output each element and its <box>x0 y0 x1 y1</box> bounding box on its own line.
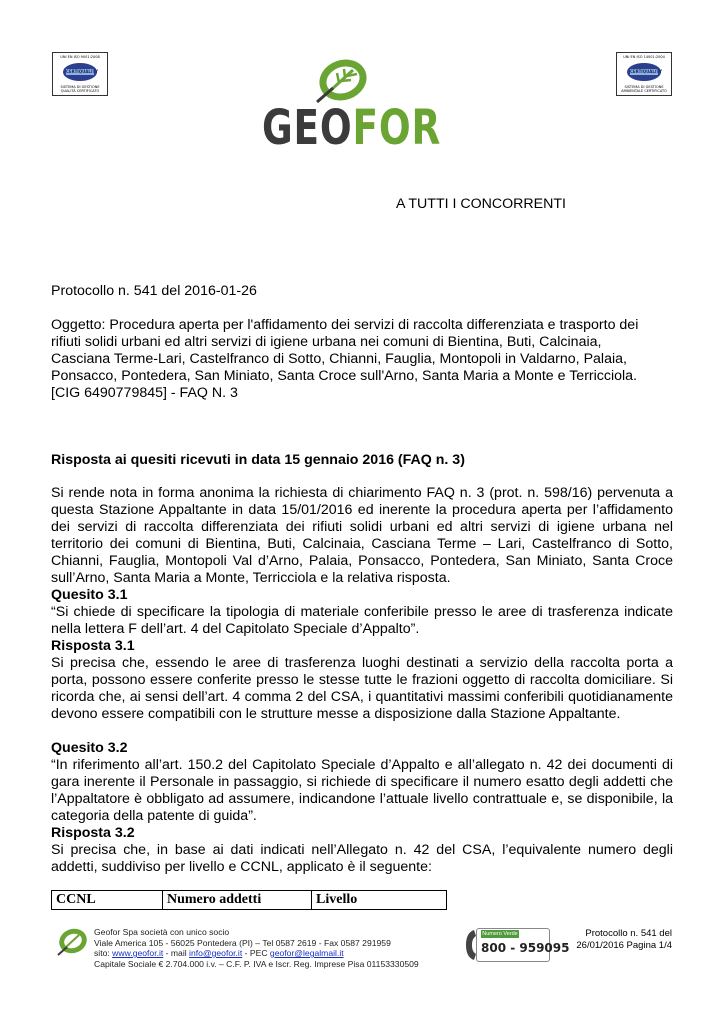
question-3-2-text: “In riferimento all’art. 150.2 del Capitolato Speciale d’Appalto e all’allegato n. 42 dei documenti di gara inerente il Personale in passaggio, si richiede di specificare il numero esatto degli addetti che l’Appaltatore è obbligato ad assumere, indicandone l’attuale livello contrattuale e, se disponibile, la categoria della patente di guida”. <box>51 757 673 824</box>
cert-left-band <box>63 63 97 81</box>
footer-line-3 <box>94 948 419 959</box>
subject-line: Oggetto: Procedura aperta per l'affidamento dei servizi di raccolta differenziata e trasporto dei <box>51 317 639 333</box>
logo-for: FOR <box>352 100 442 156</box>
geofor-logo-text <box>262 100 441 156</box>
site-link[interactable]: www.geofor.it <box>112 948 164 958</box>
table-header-cell: CCNL <box>52 891 163 910</box>
pec-link[interactable]: geofor@legalmail.it <box>269 948 344 958</box>
recipient: A TUTTI I CONCORRENTI <box>396 196 566 212</box>
footer-line-2: Viale America 105 - 56025 Pontedera (PI) – Tel 0587 2619 - Fax 0587 291959 <box>94 937 391 948</box>
geofor-leaf-icon <box>313 56 369 106</box>
table-header-row <box>52 891 447 910</box>
site-label: sito: <box>94 948 113 958</box>
cert-right-top: UNI EN ISO 14001:2004 <box>623 55 665 59</box>
subject-block <box>51 317 638 402</box>
pec-label: - PEC <box>242 948 270 958</box>
answer-3-2-text: Si precisa che, in base ai dati indicati nell’Allegato n. 42 del CSA, l’equivalente numero degli addetti, suddiviso per livello e CCNL, applicato è il seguente: <box>51 842 673 875</box>
cert-left-bottom: SISTEMA DI GESTIONE QUALITÀ CERTIFICATO <box>60 85 100 93</box>
footer-leaf-icon <box>56 927 88 957</box>
numero-verde-label: Numero Verde <box>482 931 518 937</box>
cert-right-band <box>627 63 661 81</box>
staff-table <box>51 890 447 910</box>
answer-3-1-text: Si precisa che, essendo le aree di trasferenza luoghi destinati a servizio della raccolta porta a porta, possono essere conferite presso le stesse tutte le frazioni oggetto di raccolta domiciliare. Si ricorda che, ai sensi dell’art. 4 comma 2 del CSA, i quantitativi massimi conferibili quotidianamente devono essere compatibili con le strutture messe a disposizione dalla Stazione Appaltante. <box>51 655 673 722</box>
subject-line: rifiuti solidi urbani ed altri servizi di igiene urbana nei comuni di Bientina, Buti, Calcinaia, <box>51 334 602 350</box>
question-3-2-title: Quesito 3.2 <box>51 740 128 756</box>
table-header-cell: Livello <box>312 891 447 910</box>
spacer <box>51 723 673 740</box>
footer-line-1: Geofor Spa società con unico socio <box>94 927 230 937</box>
table-header-cell: Numero addetti <box>163 891 312 910</box>
intro-paragraph: Si rende nota in forma anonima la richiesta di chiarimento FAQ n. 3 (prot. n. 598/16) pervenuta a questa Stazione Appaltante in data 15/01/2016 ed inerente la procedura aperta per l’affidamento dei servizi di raccolta differenziata dei rifiuti solidi urbani ed altri servizi di igiene urbana nel territorio dei comuni di Bientina, Buti, Calcinaia, Casciana Terme – Lari, Castelfranco di Sotto, Chianni, Fauglia, Montopoli Val d’Arno, Palaia, Ponsacco, Pontedera, San Miniato, Santa Croce sull’Arno, Santa Maria a Monte, Terricciola e la relativa risposta. <box>51 485 673 586</box>
question-3-1-title: Quesito 3.1 <box>51 587 128 603</box>
question-3-1-text: “Si chiede di specificare la tipologia di materiale conferibile presso le aree di trasferenza indicate nella lettera F dell’art. 4 del Capitolato Speciale d’Appalto”. <box>51 604 673 637</box>
cert-right-bottom: SISTEMA DI GESTIONE AMBIENTALE CERTIFICATO <box>621 85 667 93</box>
numero-verde-number: 800 - 959095 <box>481 941 570 955</box>
mail-label: - mail <box>163 948 190 958</box>
cert-left-top: UNI EN ISO 9001:2008 <box>60 55 100 59</box>
answer-3-2-title: Risposta 3.2 <box>51 825 135 841</box>
body <box>51 485 673 876</box>
footer-line-4: Capitale Sociale € 2.704.000 i.v. – C.F. P. IVA e Iscr. Reg. Imprese Pisa 01153330509 <box>94 958 419 969</box>
logo-geo: GEO <box>262 100 353 156</box>
protocol-line: Protocollo n. 541 del 2016-01-26 <box>51 283 257 299</box>
numero-verde-box <box>476 928 570 962</box>
certification-badge-right <box>616 52 672 96</box>
subject-line: [CIG 6490779845] - FAQ N. 3 <box>51 385 238 401</box>
cert-right-band-label: CERTIQUALITY <box>630 69 663 74</box>
mail-link[interactable]: info@geofor.it <box>189 948 243 958</box>
page-reference <box>576 928 672 952</box>
cert-left-band-label: CERTIQUALITY <box>66 69 99 74</box>
answer-3-1-title: Risposta 3.1 <box>51 638 135 654</box>
section-title: Risposta ai quesiti ricevuti in data 15 gennaio 2016 (FAQ n. 3) <box>51 452 465 468</box>
subject-line: Ponsacco, Pontedera, San Miniato, Santa Croce sull'Arno, Santa Maria a Monte e Terricciola. <box>51 368 638 384</box>
page-ref-line-2: 26/01/2016 Pagina 1/4 <box>576 940 672 951</box>
subject-line: Casciana Terme-Lari, Castelfranco di Sotto, Chianni, Fauglia, Montopoli in Valdarno, Palaia, <box>51 351 627 367</box>
certification-badge-left <box>52 52 108 96</box>
page-ref-line-1: Protocollo n. 541 del <box>585 928 672 939</box>
footer-company-info <box>94 927 419 969</box>
numero-verde-badge <box>464 928 570 962</box>
